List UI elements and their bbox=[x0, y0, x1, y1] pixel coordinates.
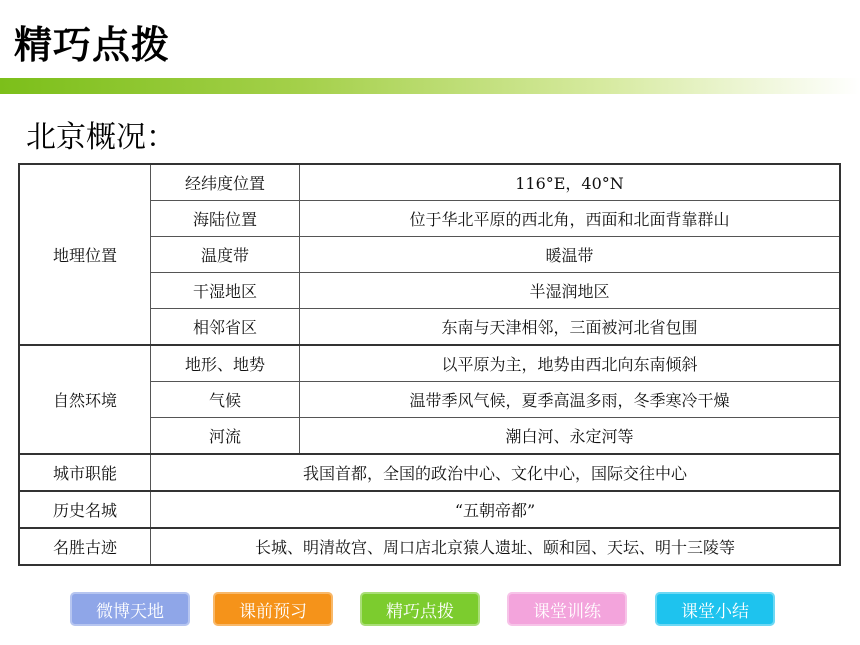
value-cell: 暖温带 bbox=[300, 237, 841, 273]
nav-button-preview[interactable]: 课前预习 bbox=[213, 592, 333, 626]
page-title: 精巧点拨 bbox=[14, 23, 171, 67]
item-cell: 干湿地区 bbox=[151, 273, 300, 309]
bottom-navigation bbox=[0, 592, 860, 628]
item-cell: 相邻省区 bbox=[151, 309, 300, 346]
category-cell: 名胜古迹 bbox=[19, 528, 151, 565]
title-underline-bar bbox=[0, 78, 860, 94]
category-cell: 城市职能 bbox=[19, 454, 151, 491]
table-row bbox=[19, 528, 840, 565]
beijing-overview-table bbox=[18, 163, 841, 566]
value-cell: 我国首都，全国的政治中心、文化中心，国际交往中心 bbox=[151, 454, 841, 491]
item-cell: 海陆位置 bbox=[151, 201, 300, 237]
value-cell: “五朝帝都” bbox=[151, 491, 841, 528]
category-cell: 历史名城 bbox=[19, 491, 151, 528]
nav-button-summary[interactable]: 课堂小结 bbox=[655, 592, 775, 626]
value-cell: 116°E，40°N bbox=[300, 164, 841, 201]
value-cell: 温带季风气候，夏季高温多雨，冬季寒冷干燥 bbox=[300, 382, 841, 418]
item-cell: 气候 bbox=[151, 382, 300, 418]
item-cell: 河流 bbox=[151, 418, 300, 455]
value-cell: 长城、明清故宫、周口店北京猿人遗址、颐和园、天坛、明十三陵等 bbox=[151, 528, 841, 565]
nav-button-training[interactable]: 课堂训练 bbox=[507, 592, 627, 626]
nav-button-tips[interactable]: 精巧点拨 bbox=[360, 592, 480, 626]
item-cell: 经纬度位置 bbox=[151, 164, 300, 201]
value-cell: 潮白河、永定河等 bbox=[300, 418, 841, 455]
item-cell: 温度带 bbox=[151, 237, 300, 273]
value-cell: 东南与天津相邻，三面被河北省包围 bbox=[300, 309, 841, 346]
table-row bbox=[19, 164, 840, 201]
category-cell: 地理位置 bbox=[19, 164, 151, 345]
table-row bbox=[19, 454, 840, 491]
section-subtitle: 北京概况： bbox=[26, 120, 176, 155]
value-cell: 以平原为主，地势由西北向东南倾斜 bbox=[300, 345, 841, 382]
table-row bbox=[19, 345, 840, 382]
category-cell: 自然环境 bbox=[19, 345, 151, 454]
value-cell: 位于华北平原的西北角，西面和北面背靠群山 bbox=[300, 201, 841, 237]
table-row bbox=[19, 491, 840, 528]
value-cell: 半湿润地区 bbox=[300, 273, 841, 309]
item-cell: 地形、地势 bbox=[151, 345, 300, 382]
nav-button-weibo[interactable]: 微博天地 bbox=[70, 592, 190, 626]
